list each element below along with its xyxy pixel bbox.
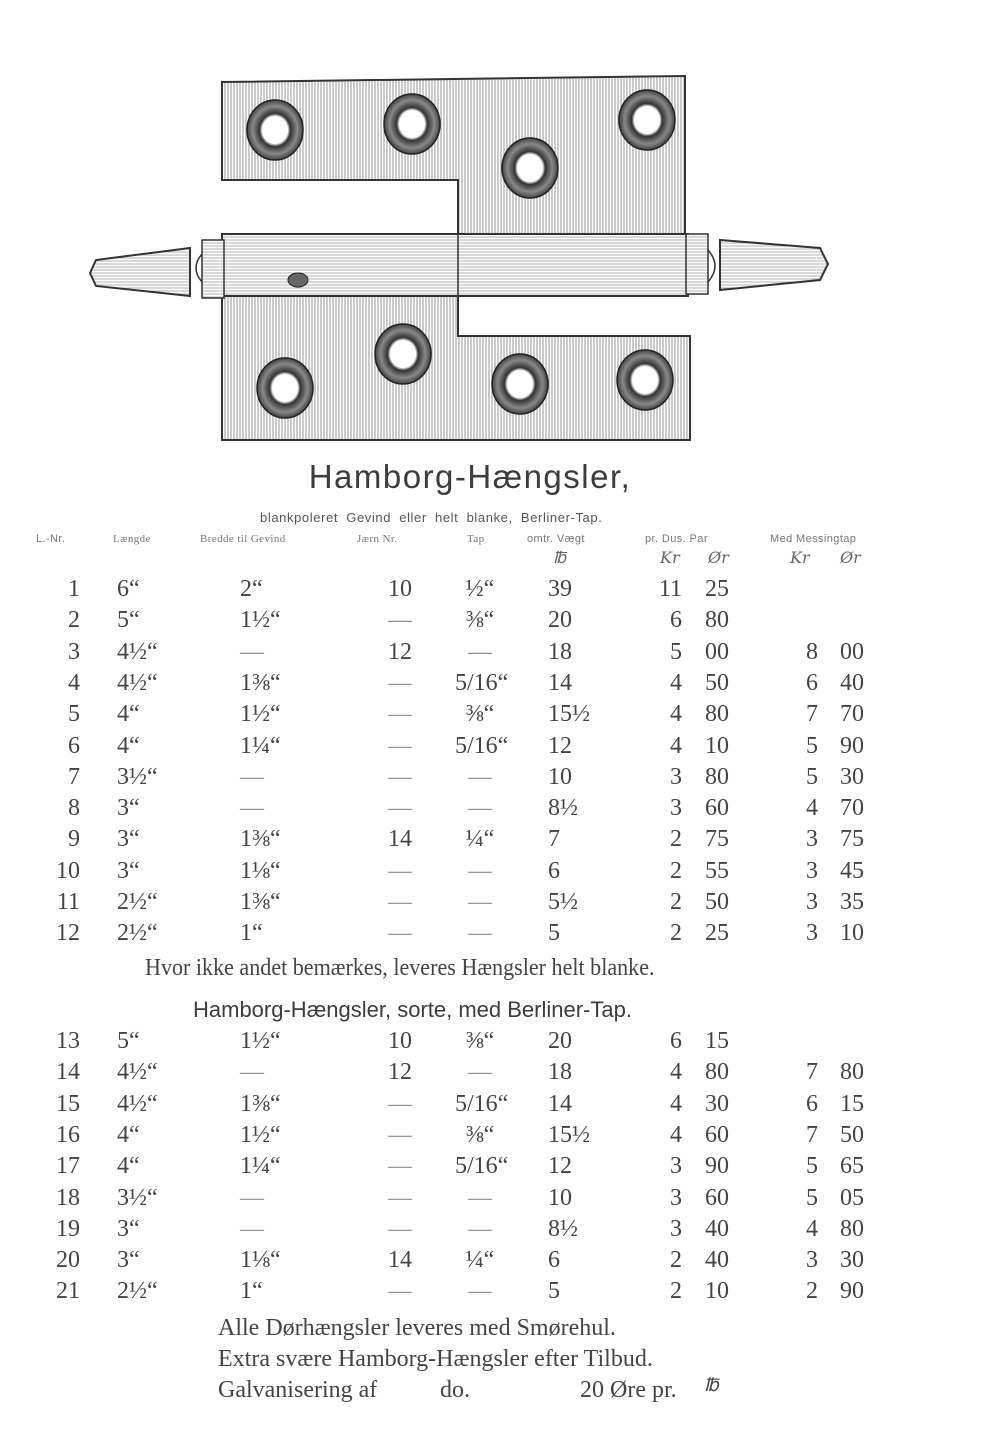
table-row (0, 1091, 982, 1122)
cell-brass-price-ore: 90 (840, 1278, 864, 1305)
cell-width: — (240, 1059, 264, 1086)
cell-price-ore: 60 (705, 1184, 729, 1211)
cell-row-number: 5 (68, 701, 80, 728)
cell-row-number: 18 (56, 1184, 80, 1211)
cell-pin: — (468, 795, 492, 822)
footer-galv-price: 20 Øre pr. (580, 1377, 677, 1403)
cell-price-ore: 75 (705, 826, 729, 853)
cell-pin: ¼“ (465, 826, 495, 853)
table-row (0, 670, 982, 701)
column-header-width: Bredde til Gevind (200, 533, 286, 545)
cell-row-number: 4 (68, 669, 80, 696)
cell-iron-nr: — (388, 795, 412, 822)
unit-weight: ℔ (553, 548, 567, 567)
cell-price-kr: 5 (670, 638, 682, 665)
cell-pin: ⅜“ (465, 1121, 495, 1148)
table-row (0, 639, 982, 670)
cell-brass-price-ore: 35 (840, 889, 864, 915)
cell-iron-nr: — (388, 1121, 412, 1148)
cell-length: 5“ (117, 607, 140, 634)
cell-row-number: 2 (68, 607, 80, 634)
table-row (0, 1153, 982, 1184)
unit-kr: Kr (660, 548, 680, 567)
cell-row-number: 16 (56, 1121, 80, 1148)
table-row (0, 920, 982, 951)
column-header-nr: L.-Nr. (36, 533, 66, 545)
cell-length: 3“ (117, 857, 140, 884)
cell-iron-nr: 10 (388, 576, 412, 602)
cell-pin: ¼“ (465, 1247, 495, 1274)
cell-brass-price-ore: 40 (840, 669, 864, 696)
cell-width: 1¼“ (240, 732, 281, 759)
cell-width: — (240, 795, 264, 822)
cell-iron-nr: — (388, 889, 412, 915)
cell-iron-nr: — (388, 732, 412, 759)
cell-price-ore: 55 (705, 857, 729, 884)
cell-row-number: 14 (56, 1059, 80, 1086)
cell-brass-price-kr: 7 (806, 701, 818, 728)
cell-brass-price-kr: 6 (806, 1090, 818, 1117)
cell-price-kr: 2 (670, 857, 682, 884)
table-row (0, 1028, 982, 1059)
table-row (0, 889, 982, 920)
cell-pin: ⅜“ (465, 1028, 495, 1054)
cell-brass-price-kr: 4 (806, 1215, 818, 1242)
cell-price-kr: 3 (670, 1153, 682, 1180)
cell-width: 1⅜“ (240, 1090, 281, 1117)
cell-row-number: 17 (56, 1153, 80, 1180)
cell-price-ore: 15 (705, 1028, 729, 1054)
cell-length: 4½“ (117, 638, 158, 665)
cell-weight: 10 (548, 763, 572, 790)
footer-galv-unit: ℔ (704, 1375, 719, 1396)
cell-weight: 20 (548, 607, 572, 634)
table-row (0, 607, 982, 638)
cell-price-kr: 3 (670, 1215, 682, 1242)
unit-ore: Ør (708, 548, 729, 567)
cell-row-number: 12 (56, 920, 80, 947)
cell-length: 4½“ (117, 1090, 158, 1117)
note-blank: Hvor ikke andet bemærkes, leveres Hængsler helt blanke. (145, 955, 655, 981)
cell-row-number: 9 (68, 826, 80, 853)
page-title: Hamborg-Hængsler, (308, 458, 632, 495)
cell-brass-price-ore: 30 (840, 1247, 864, 1274)
cell-pin: — (468, 638, 492, 665)
cell-weight: 10 (548, 1184, 572, 1211)
cell-brass-price-kr: 5 (806, 1184, 818, 1211)
table-row (0, 1059, 982, 1090)
footer-line-2: Extra svære Hamborg-Hængsler efter Tilbud. (218, 1346, 653, 1372)
cell-weight: 18 (548, 1059, 572, 1086)
cell-row-number: 3 (68, 638, 80, 665)
cell-length: 3½“ (117, 763, 158, 790)
cell-brass-price-kr: 3 (806, 826, 818, 853)
cell-brass-price-kr: 2 (806, 1278, 818, 1305)
cell-price-ore: 50 (705, 669, 729, 696)
table-row (0, 1185, 982, 1216)
cell-length: 6“ (117, 576, 140, 602)
cell-pin: 5/16“ (455, 669, 509, 696)
cell-width: 1⅜“ (240, 669, 281, 696)
cell-brass-price-ore: 70 (840, 701, 864, 728)
cell-brass-price-kr: 5 (806, 732, 818, 759)
cell-price-kr: 3 (670, 1184, 682, 1211)
cell-weight: 5 (548, 920, 560, 947)
table-row (0, 576, 982, 607)
cell-price-kr: 6 (670, 607, 682, 634)
cell-brass-price-ore: 90 (840, 732, 864, 759)
cell-width: 1⅜“ (240, 889, 281, 915)
cell-brass-price-ore: 30 (840, 763, 864, 790)
cell-pin: 5/16“ (455, 732, 509, 759)
cell-price-ore: 10 (705, 1278, 729, 1305)
cell-pin: ⅜“ (465, 701, 495, 728)
cell-price-kr: 3 (670, 763, 682, 790)
cell-width: — (240, 763, 264, 790)
column-header-iron-nr: Jærn Nr. (357, 533, 398, 545)
cell-price-ore: 80 (705, 607, 729, 634)
page-subtitle: blankpoleret Gevind eller helt blanke, Berliner-Tap. (260, 510, 603, 525)
cell-weight: 7 (548, 826, 560, 853)
cell-width: — (240, 1215, 264, 1242)
cell-length: 3½“ (117, 1184, 158, 1211)
cell-brass-price-kr: 3 (806, 889, 818, 915)
cell-width: 1⅛“ (240, 857, 281, 884)
cell-weight: 12 (548, 732, 572, 759)
cell-brass-price-kr: 5 (806, 1153, 818, 1180)
cell-length: 4“ (117, 732, 140, 759)
cell-row-number: 21 (56, 1278, 80, 1305)
cell-length: 5“ (117, 1028, 140, 1054)
cell-width: 1½“ (240, 1028, 281, 1054)
cell-pin: — (468, 1059, 492, 1086)
cell-weight: 15½ (548, 1121, 590, 1148)
cell-row-number: 6 (68, 732, 80, 759)
cell-weight: 18 (548, 638, 572, 665)
column-header-pin: Tap (467, 533, 485, 545)
cell-price-kr: 3 (670, 795, 682, 822)
cell-iron-nr: — (388, 857, 412, 884)
cell-brass-price-ore: 05 (840, 1184, 864, 1211)
cell-row-number: 15 (56, 1090, 80, 1117)
cell-length: 3“ (117, 1215, 140, 1242)
cell-pin: — (468, 857, 492, 884)
cell-pin: — (468, 920, 492, 947)
cell-width: — (240, 638, 264, 665)
cell-length: 2½“ (117, 1278, 158, 1305)
cell-iron-nr: — (388, 1215, 412, 1242)
cell-length: 4“ (117, 1153, 140, 1180)
cell-brass-price-kr: 3 (806, 857, 818, 884)
cell-brass-price-ore: 45 (840, 857, 864, 884)
cell-pin: — (468, 1215, 492, 1242)
cell-price-kr: 4 (670, 669, 682, 696)
table-row (0, 795, 982, 826)
column-header-price: pr. Dus. Par (645, 533, 708, 545)
table-row (0, 1216, 982, 1247)
table-row (0, 858, 982, 889)
cell-brass-price-kr: 5 (806, 763, 818, 790)
cell-price-ore: 80 (705, 1059, 729, 1086)
cell-brass-price-ore: 65 (840, 1153, 864, 1180)
cell-width: 1“ (240, 1278, 263, 1305)
cell-brass-price-kr: 7 (806, 1121, 818, 1148)
cell-price-ore: 50 (705, 889, 729, 915)
cell-iron-nr: — (388, 1278, 412, 1305)
cell-weight: 8½ (548, 1215, 578, 1242)
unit-brass-kr: Kr (790, 548, 810, 567)
cell-price-kr: 4 (670, 1121, 682, 1148)
column-header-brass: Med Messingtap (770, 533, 857, 545)
cell-price-kr: 4 (670, 1059, 682, 1086)
cell-weight: 14 (548, 669, 572, 696)
footer-line-1: Alle Dørhængsler leveres med Smørehul. (218, 1315, 616, 1341)
column-header-weight: omtr. Vægt (527, 533, 585, 545)
cell-brass-price-kr: 8 (806, 638, 818, 665)
cell-width: — (240, 1184, 264, 1211)
cell-length: 2½“ (117, 889, 158, 915)
cell-length: 3“ (117, 795, 140, 822)
cell-price-ore: 60 (705, 1121, 729, 1148)
cell-price-kr: 11 (658, 576, 682, 602)
cell-brass-price-ore: 80 (840, 1215, 864, 1242)
cell-price-ore: 80 (705, 701, 729, 728)
table-row (0, 764, 982, 795)
cell-price-kr: 2 (670, 826, 682, 853)
cell-row-number: 13 (56, 1028, 80, 1054)
cell-pin: ⅜“ (465, 607, 495, 634)
cell-brass-price-ore: 80 (840, 1059, 864, 1086)
cell-length: 4½“ (117, 1059, 158, 1086)
cell-iron-nr: — (388, 1184, 412, 1211)
cell-row-number: 10 (56, 857, 80, 884)
cell-weight: 8½ (548, 795, 578, 822)
cell-length: 2½“ (117, 920, 158, 947)
cell-pin: 5/16“ (455, 1090, 509, 1117)
cell-weight: 39 (548, 576, 572, 602)
cell-row-number: 8 (68, 795, 80, 822)
footer-galv-label: Galvanisering af (218, 1377, 378, 1403)
cell-width: 1½“ (240, 1121, 281, 1148)
cell-weight: 5 (548, 1278, 560, 1305)
cell-price-kr: 2 (670, 1278, 682, 1305)
cell-pin: — (468, 1184, 492, 1211)
cell-iron-nr: — (388, 669, 412, 696)
cell-price-ore: 90 (705, 1153, 729, 1180)
cell-price-ore: 10 (705, 732, 729, 759)
table-row (0, 1278, 982, 1309)
table-row (0, 733, 982, 764)
cell-length: 3“ (117, 1247, 140, 1274)
cell-price-ore: 40 (705, 1247, 729, 1274)
cell-weight: 12 (548, 1153, 572, 1180)
cell-price-ore: 25 (705, 920, 729, 947)
cell-weight: 6 (548, 1247, 560, 1274)
cell-weight: 20 (548, 1028, 572, 1054)
cell-length: 3“ (117, 826, 140, 853)
cell-price-ore: 30 (705, 1090, 729, 1117)
cell-row-number: 1 (68, 576, 80, 602)
cell-weight: 15½ (548, 701, 590, 728)
cell-row-number: 19 (56, 1215, 80, 1242)
hinge-illustration (80, 68, 840, 448)
cell-price-ore: 40 (705, 1215, 729, 1242)
cell-price-kr: 4 (670, 732, 682, 759)
cell-brass-price-ore: 75 (840, 826, 864, 853)
table-row (0, 1247, 982, 1278)
cell-brass-price-kr: 6 (806, 669, 818, 696)
cell-price-ore: 80 (705, 763, 729, 790)
cell-length: 4“ (117, 701, 140, 728)
cell-brass-price-ore: 10 (840, 920, 864, 947)
cell-brass-price-ore: 15 (840, 1090, 864, 1117)
section2-title: Hamborg-Hængsler, sorte, med Berliner-Tap. (193, 997, 632, 1022)
table-row (0, 826, 982, 857)
footer-galv-ditto: do. (440, 1377, 470, 1403)
cell-brass-price-ore: 50 (840, 1121, 864, 1148)
cell-iron-nr: 14 (388, 826, 412, 853)
cell-brass-price-kr: 3 (806, 920, 818, 947)
cell-width: 1⅛“ (240, 1247, 281, 1274)
cell-price-kr: 2 (670, 920, 682, 947)
cell-brass-price-ore: 70 (840, 795, 864, 822)
cell-price-kr: 4 (670, 701, 682, 728)
cell-iron-nr: — (388, 701, 412, 728)
cell-length: 4“ (117, 1121, 140, 1148)
cell-row-number: 11 (56, 889, 80, 915)
cell-price-ore: 25 (705, 576, 729, 602)
cell-width: 1⅜“ (240, 826, 281, 853)
cell-brass-price-ore: 00 (840, 638, 864, 665)
unit-brass-ore: Ør (840, 548, 861, 567)
cell-weight: 5½ (548, 889, 578, 915)
cell-brass-price-kr: 7 (806, 1059, 818, 1086)
cell-iron-nr: — (388, 920, 412, 947)
cell-price-ore: 00 (705, 638, 729, 665)
cell-iron-nr: 14 (388, 1247, 412, 1274)
cell-row-number: 20 (56, 1247, 80, 1274)
cell-width: 2“ (240, 576, 263, 602)
cell-length: 4½“ (117, 669, 158, 696)
cell-pin: — (468, 889, 492, 915)
cell-iron-nr: 10 (388, 1028, 412, 1054)
cell-pin: ½“ (465, 576, 495, 602)
cell-brass-price-kr: 4 (806, 795, 818, 822)
cell-width: 1“ (240, 920, 263, 947)
cell-pin: 5/16“ (455, 1153, 509, 1180)
cell-price-kr: 2 (670, 889, 682, 915)
cell-price-kr: 6 (670, 1028, 682, 1054)
cell-iron-nr: — (388, 1090, 412, 1117)
table-row (0, 701, 982, 732)
cell-weight: 14 (548, 1090, 572, 1117)
cell-iron-nr: — (388, 763, 412, 790)
cell-width: 1½“ (240, 701, 281, 728)
cell-width: 1¼“ (240, 1153, 281, 1180)
column-header-length: Længde (113, 533, 151, 545)
cell-iron-nr: — (388, 607, 412, 634)
cell-brass-price-kr: 3 (806, 1247, 818, 1274)
cell-price-ore: 60 (705, 795, 729, 822)
cell-weight: 6 (548, 857, 560, 884)
cell-width: 1½“ (240, 607, 281, 634)
cell-row-number: 7 (68, 763, 80, 790)
cell-pin: — (468, 1278, 492, 1305)
cell-iron-nr: 12 (388, 638, 412, 665)
cell-price-kr: 2 (670, 1247, 682, 1274)
cell-iron-nr: — (388, 1153, 412, 1180)
table-row (0, 1122, 982, 1153)
cell-price-kr: 4 (670, 1090, 682, 1117)
cell-pin: — (468, 763, 492, 790)
cell-iron-nr: 12 (388, 1059, 412, 1086)
